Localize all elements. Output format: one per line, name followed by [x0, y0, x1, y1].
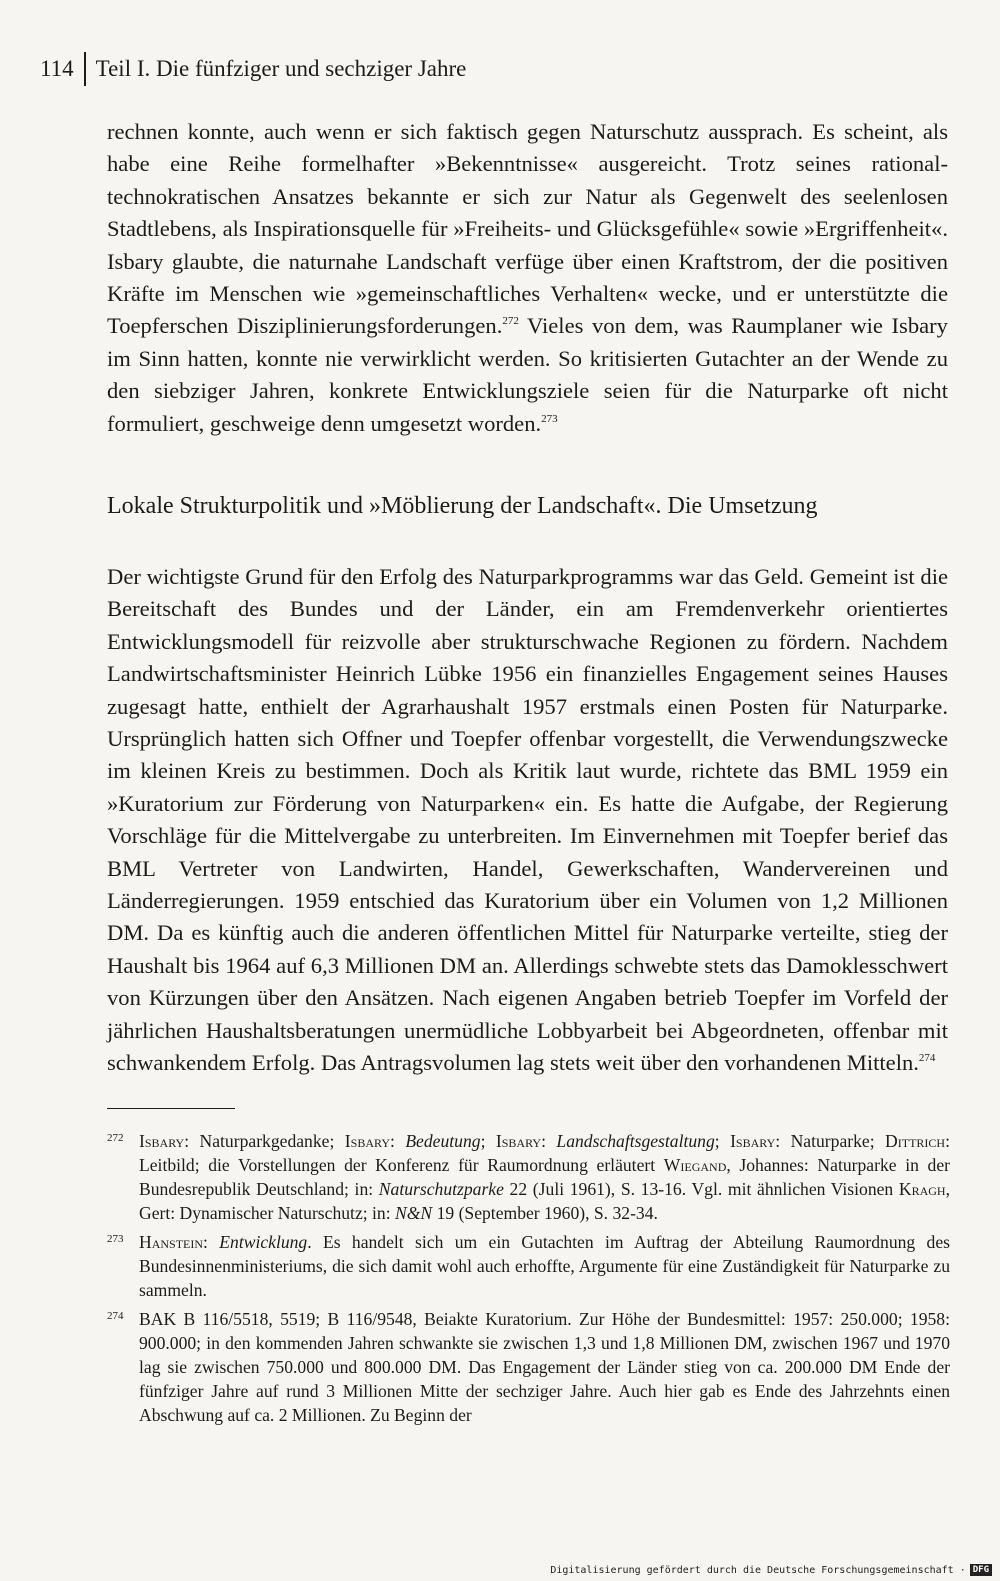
running-head [40, 52, 466, 86]
footnote-number: 273 [107, 1233, 124, 1245]
footnote-text: : Leitbild; die Vorstellungen der Konferenz für Raumordnung erläutert [139, 1131, 950, 1175]
work-title: Bedeutung [405, 1131, 481, 1151]
footnote-text: : [203, 1232, 220, 1252]
paragraph-2 [107, 561, 948, 1080]
footnote-text: ; [714, 1131, 731, 1151]
footnote-text: , Gert: Dynamischer Naturschutz; in: [139, 1179, 951, 1223]
footnote-number: 274 [107, 1310, 124, 1322]
journal-title: N&N [395, 1203, 433, 1223]
footnote-ref-273[interactable]: 273 [541, 412, 558, 425]
author-name: Isbary [730, 1131, 776, 1151]
footnotes [107, 1129, 950, 1432]
digitization-credit [550, 1564, 992, 1576]
footnote-divider [107, 1108, 235, 1109]
author-name: Hanstein [139, 1232, 204, 1252]
footnote-272 [107, 1129, 950, 1225]
footnote-text: : Naturparke; [775, 1131, 886, 1151]
author-name: Dittrich [885, 1131, 946, 1151]
footnote-ref-274[interactable]: 274 [918, 1052, 936, 1065]
author-name: Isbary [139, 1131, 185, 1151]
footnote-number: 272 [107, 1132, 124, 1144]
paragraph-2-text: Der wichtigste Grund für den Erfolg des Naturparkprogramms war das Geld. Gemeint ist die Bereitschaft des Bundes und der Länder, ein am Fremdenverkehr orientiertes Entwicklungsmodell für reizvolle aber strukturschwache Regionen zu fördern. Nachdem Landwirtschaftsminister Heinrich Lübke 1956 ein finanzielles Engagement seines Hauses zugesagt hatte, enthielt der Agrarhaushalt 1957 erstmals einen Posten für Naturparke. Ursprünglich hatten sich Offner und Toepfer offenbar vorgestellt, die Verwendungszwecke im kleinen Kreis zu bestimmen. Doch als Kritik laut wurde, richtete das BML 1959 ein »Kuratorium zur Förderung von Naturparken« ein. Es hatte die Aufgabe, der Regierung Vorschläge für die Mittelvergabe zu unterbreiten. Im Einvernehmen mit Toepfer berief das BML Vertreter von Landwirten, Handel, Gewerkschaften, Wandervereinen und Länderregierungen. 1959 entschied das Kuratorium über ein Volumen von 1,2 Millionen DM. Da es künftig auch die anderen öffentlichen Mittel für Naturparke verteilte, stieg der Haushalt bis 1964 auf 6,3 Millionen DM an. Allerdings schwebte stets das Damoklesschwert von Kürzungen über den Ansätzen. Nach eigenen Angaben betrieb Toepfer im Vorfeld der jährlichen Haushaltsberatungen unermüdliche Lobbyarbeit bei Abgeordneten, offenbar mit schwankendem Erfolg. Das Antragsvolumen lag stets weit über den vorhandenen Mitteln. [107, 564, 948, 1076]
footnote-text: : [541, 1131, 557, 1151]
dfg-logo: DFG [970, 1564, 992, 1576]
paragraph-1-text-b: Vieles von dem, was Raumplaner wie Isbary im Sinn hatten, konnte nie verwirklicht werden. So kritisierten Gutachter an der Wende zu den siebziger Jahren, konkrete Entwicklungsziele seien für die Naturparke oft nicht formuliert, geschweige denn umgesetzt worden. [107, 313, 948, 436]
author-name: Isbary [344, 1131, 390, 1151]
footnote-text: BAK B 116/5518, 5519; B 116/9548, Beiakte Kuratorium. Zur Höhe der Bundesmittel: 1957: 250.000; 1958: 900.000; in den kommenden Jahren schwankte sie zwischen 1,3 und 1,8 Millionen DM, zwischen 1967 und 1970 lag sie zwischen 750.000 und 800.000 DM. Das Engagement der Länder stieg von ca. 200.000 DM Ende der fünfziger Jahre auf rund 3 Millionen Mitte der sechziger Jahre. Auch hier gab es Ende des Jahrzehnts einen Abschwung auf ca. 2 Millionen. Zu Beginn der [139, 1309, 950, 1425]
footnote-text: : Naturparkgedanke; [184, 1131, 345, 1151]
footnote-text: . Es handelt sich um ein Gutachten im Auftrag der Abteilung Raumordnung des Bundesinnenministeriums, die sich damit wohl auch erhoffte, Argumente für eine Zuständigkeit für Naturparke zu sammeln. [139, 1232, 950, 1300]
footnote-text: , Johannes: Naturparke in der Bundesrepublik Deutschland; in: [139, 1155, 950, 1199]
footnote-ref-272[interactable]: 272 [502, 315, 519, 328]
journal-title: Naturschutzparke [378, 1179, 504, 1199]
author-name: Wiegand [663, 1155, 727, 1175]
footnote-text: : [390, 1131, 406, 1151]
footnote-text: 19 (September 1960), S. 32-34. [432, 1203, 658, 1223]
footnote-274 [107, 1307, 950, 1427]
author-name: Isbary [495, 1131, 542, 1151]
running-head-title: Teil I. Die fünfziger und sechziger Jahre [95, 56, 467, 81]
paragraph-1 [107, 116, 948, 440]
work-title: Landschaftsgestaltung [556, 1131, 715, 1151]
section-heading: Lokale Strukturpolitik und »Möblierung der Landschaft«. Die Umsetzung [107, 493, 818, 519]
footnote-text: ; [480, 1131, 496, 1151]
footnote-text: 22 (Juli 1961), S. 13-16. Vgl. mit ähnlichen Visionen [503, 1179, 899, 1199]
paragraph-1-text-a: rechnen konnte, auch wenn er sich faktisch gegen Naturschutz aussprach. Es scheint, als habe eine Reihe formelhafter »Bekenntnisse« ausgereicht. Trotz seines rational-technokratischen Ansatzes bekannte er sich zur Natur als Gegenwelt des seelenlosen Stadtlebens, als Inspirationsquelle für »Freiheits- und Glücksgefühle« sowie »Ergriffenheit«. Isbary glaubte, die naturnahe Landschaft verfüge über einen Kraftstrom, der die positiven Kräfte im Menschen wie »gemeinschaftliches Verhalten« wecke, und er unterstützte die Toepferschen Disziplinierungsforderungen. [107, 119, 948, 339]
footnote-273 [107, 1230, 950, 1302]
running-head-divider [84, 52, 86, 86]
page-number: 114 [40, 56, 74, 81]
work-title: Entwicklung [219, 1232, 308, 1252]
author-name: Kragh [898, 1179, 946, 1199]
credit-text: Digitalisierung gefördert durch die Deutsche Forschungsgemeinschaft · [550, 1564, 966, 1576]
